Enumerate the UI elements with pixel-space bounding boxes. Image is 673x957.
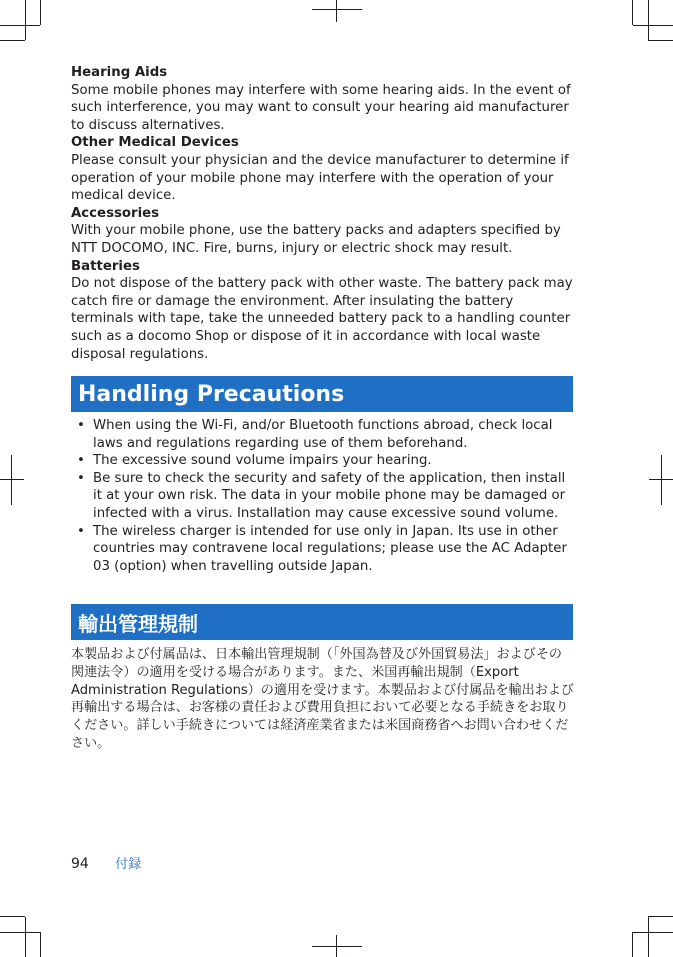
heading-hearing-aids: Hearing Aids (71, 65, 168, 80)
registration-mark-line (0, 479, 24, 480)
registration-mark-line (11, 455, 12, 505)
page-footer (71, 853, 141, 872)
crop-mark-line (0, 932, 40, 933)
crop-mark-line (633, 25, 673, 26)
list-item (71, 417, 573, 452)
export-control-title: 輸出管理規制 (71, 604, 573, 640)
registration-mark-line (661, 455, 662, 505)
crop-mark-line (0, 25, 40, 26)
registration-mark-line (312, 946, 362, 947)
list-item-text: When using the Wi-Fi, and/or Bluetooth functions abroad, check local laws and regulations regarding use of them beforehand. (93, 418, 553, 451)
list-item (71, 523, 573, 576)
registration-mark-line (312, 9, 362, 10)
crop-mark-line (25, 917, 26, 957)
crop-mark-line (648, 0, 649, 40)
page-number: 94 (71, 856, 89, 872)
heading-accessories: Accessories (71, 205, 160, 221)
safety-sections (71, 64, 573, 363)
crop-mark-line (648, 916, 673, 917)
crop-mark-line (633, 932, 673, 933)
crop-mark-line (0, 916, 25, 917)
crop-mark-line (648, 917, 649, 957)
bullet-icon: • (77, 523, 85, 539)
bullet-icon: • (77, 453, 85, 469)
body-other-medical-devices: Please consult your physician and the device manufacturer to determine if operation of your mobile phone may interfere with the operation of your medical device. (71, 152, 569, 204)
list-item-text: Be sure to check the security and safety of the application, then install it at your own risk. The data in your mobile phone may be damaged or infected with a virus. Installation may cause excessive sound volume. (93, 470, 566, 521)
chapter-label: 付録 (115, 857, 142, 872)
crop-mark-line (40, 0, 41, 25)
registration-mark-line (336, 935, 337, 957)
heading-other-medical-devices: Other Medical Devices (71, 135, 239, 151)
list-item (71, 470, 573, 523)
export-control-body: 本製品および付属品は、日本輸出管理規制（「外国為替及び外国貿易法」およびその関連法令）の適用を受ける場合があります。また、米国再輸出規制（Export Administration Regulations）の適用を受けます。本製品および付属品を輸出および再輸出する場合は、お客様の責任および費用負担において必要となる手続きをお取りください。詳しい手続きについては経済産業省または米国商務省へお問い合わせください。 (71, 647, 575, 751)
bullet-icon: • (77, 418, 85, 433)
crop-mark-line (40, 932, 41, 957)
handling-precautions-list (71, 417, 573, 575)
crop-mark-line (648, 40, 673, 41)
body-hearing-aids: Some mobile phones may interfere with some hearing aids. In the event of such interference, you may want to consult your hearing aid manufacturer to discuss alternatives. (71, 82, 571, 133)
crop-mark-line (25, 0, 26, 40)
heading-batteries: Batteries (71, 258, 140, 274)
registration-mark-line (336, 0, 337, 22)
body-accessories: With your mobile phone, use the battery packs and adapters specified by NTT DOCOMO, INC. Fire, burns, injury or electric shock may result. (71, 223, 561, 256)
list-item-text: The wireless charger is intended for use only in Japan. Its use in other countries may contravene local regulations; please use the AC Adapter 03 (option) when travelling outside Japan. (93, 523, 567, 574)
crop-mark-line (632, 0, 633, 25)
bullet-icon: • (77, 470, 85, 486)
crop-mark-line (0, 40, 25, 41)
handling-precautions-title: Handling Precautions (71, 376, 573, 412)
list-item-text: The excessive sound volume impairs your hearing. (93, 453, 432, 469)
crop-mark-line (632, 932, 633, 957)
body-batteries: Do not dispose of the battery pack with other waste. The battery pack may catch fire or damage the environment. After insulating the battery terminals with tape, take the unneeded battery pack to a handling counter such as a docomo Shop or dispose of it in accordance with local waste disposal regulations. (71, 276, 573, 362)
list-item (71, 452, 573, 470)
